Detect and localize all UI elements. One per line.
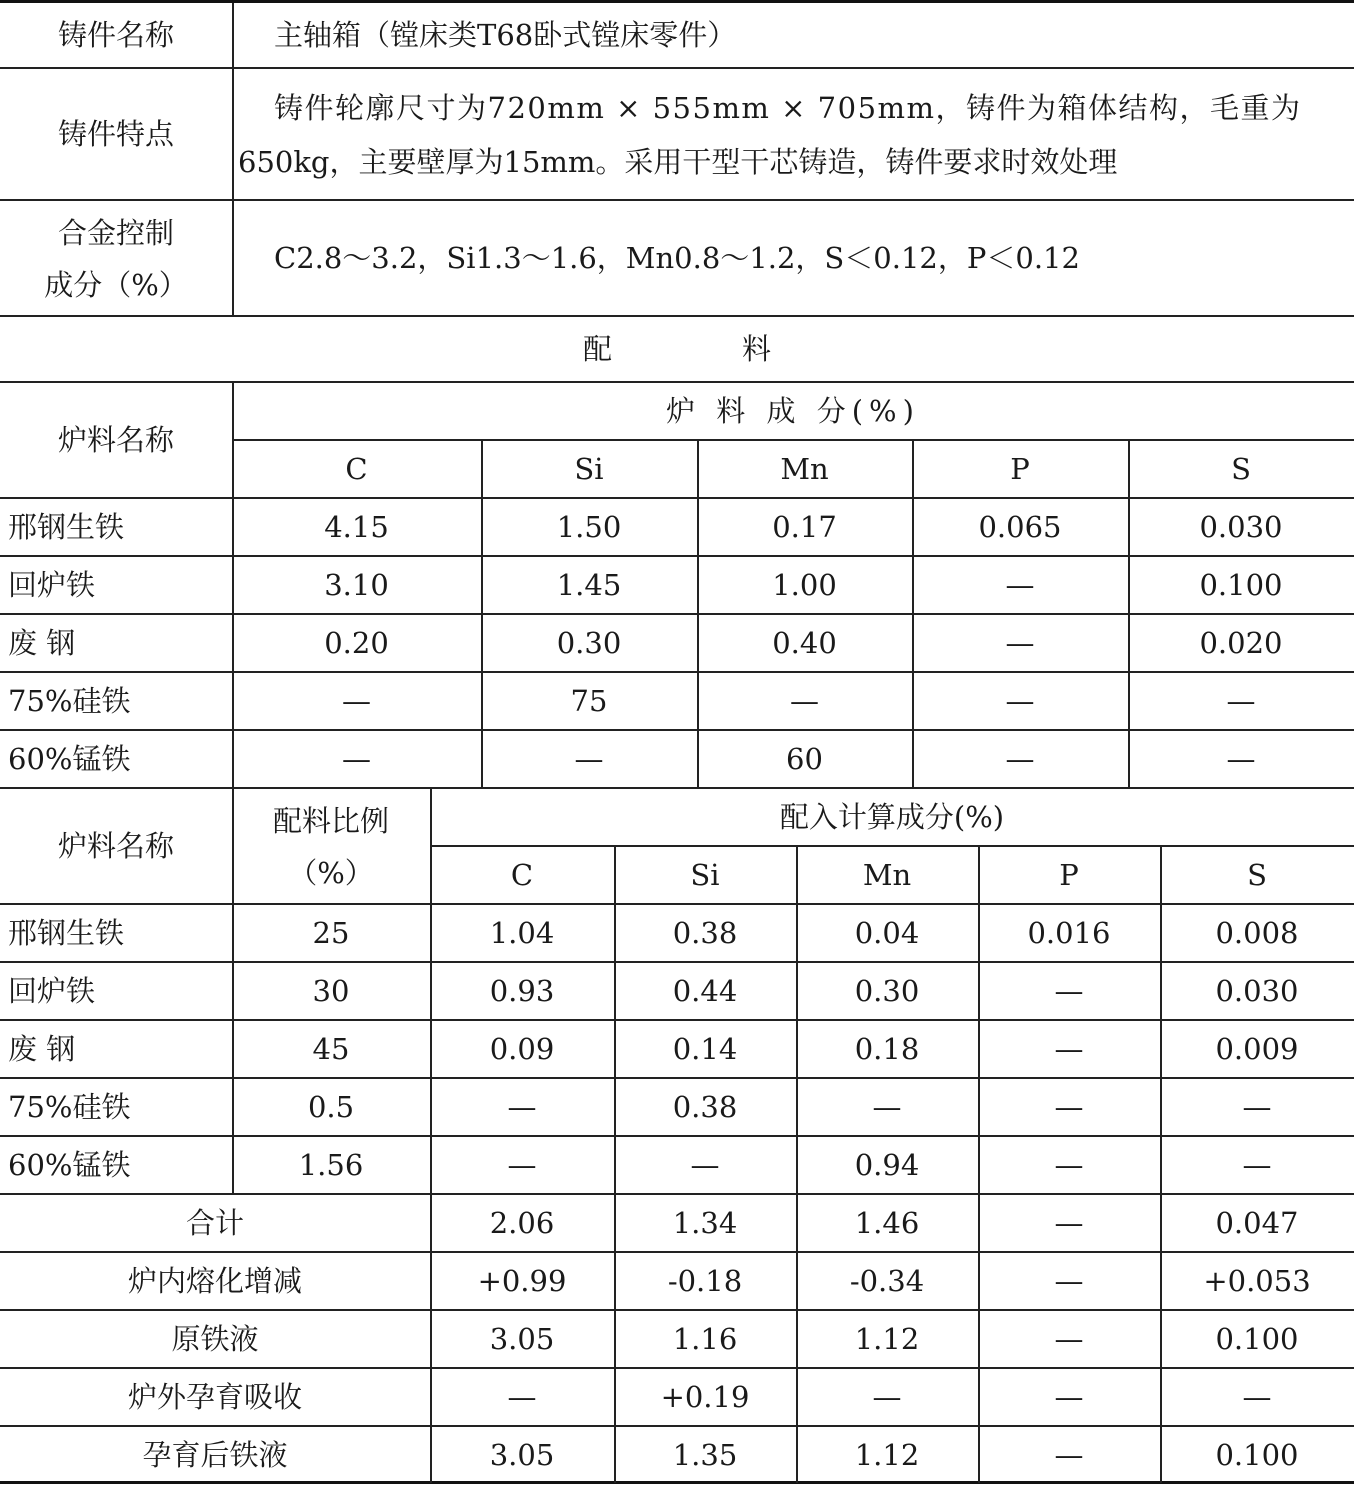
- calc-summary-cell: -0.34: [849, 1263, 925, 1298]
- calc-cell: 0.009: [1215, 1031, 1299, 1066]
- calc-cell: 0.04: [854, 915, 920, 950]
- calc-summary-cell: 0.047: [1215, 1205, 1299, 1240]
- charge-cell: —: [574, 741, 604, 776]
- h-rule: [0, 381, 1354, 383]
- h-rule: [0, 555, 1354, 557]
- calc-cell: —: [507, 1147, 537, 1182]
- h-rule: [0, 199, 1354, 201]
- h-rule: [232, 439, 1354, 441]
- charge-cell: 0.20: [324, 625, 389, 660]
- h-rule: [0, 961, 1354, 963]
- h-rule: [0, 903, 1354, 905]
- calc-summary-cell: 3.05: [489, 1437, 555, 1472]
- calc-col-header-c: C: [510, 857, 534, 892]
- calc-summary-cell: 1.35: [672, 1437, 738, 1472]
- calc-summary-cell: 0.100: [1215, 1321, 1299, 1356]
- calc-cell: 0.38: [672, 1089, 738, 1124]
- calc-cell: —: [1054, 1031, 1084, 1066]
- calc-summary-cell: 1.46: [854, 1205, 920, 1240]
- calc-ratio-header-line2: （%）: [288, 855, 374, 890]
- calc-cell: 0.016: [1027, 915, 1111, 950]
- info-divider: [232, 3, 234, 315]
- h-rule: [0, 671, 1354, 673]
- charge-cell: —: [342, 741, 371, 776]
- h-rule: [0, 1077, 1354, 1079]
- calc-row-ratio: 1.56: [298, 1147, 364, 1182]
- h-rule: [0, 497, 1354, 499]
- calc-row-ratio: 0.5: [307, 1089, 355, 1124]
- calc-row-ratio: 30: [312, 973, 350, 1008]
- calc-col-header-p: P: [1059, 857, 1079, 892]
- bottom-rule: [0, 1481, 1354, 1484]
- charge-col-header-p: P: [1010, 451, 1030, 486]
- calc-summary-label: 合计: [185, 1205, 244, 1240]
- h-rule: [0, 1135, 1354, 1137]
- charge-cell: —: [1226, 741, 1256, 776]
- calc-summary-cell: 3.05: [489, 1321, 555, 1356]
- casting-name-label: 铸件名称: [57, 17, 174, 52]
- calc-name-divider: [232, 787, 234, 1193]
- calc-col-divider: [978, 845, 980, 1483]
- alloy-label-line2: 成分（%）: [44, 267, 188, 302]
- calc-col-header-si: Si: [690, 857, 720, 892]
- calc-summary-label: 炉内熔化增减: [127, 1263, 302, 1298]
- calc-summary-cell: —: [1054, 1321, 1084, 1356]
- calc-name-header: 炉料名称: [57, 828, 174, 863]
- charge-group-header: 炉 料 成 分(%): [666, 393, 920, 428]
- casting-name-value: 主轴箱（镗床类T68卧式镗床零件）: [274, 17, 737, 52]
- charge-cell: 1.45: [556, 567, 622, 602]
- h-rule: [0, 1425, 1354, 1427]
- calc-row-ratio: 45: [312, 1031, 350, 1066]
- charge-col-divider: [697, 439, 699, 787]
- h-rule: [0, 1019, 1354, 1021]
- calc-row-name: 废 钢: [8, 1031, 76, 1066]
- calc-col-header-mn: Mn: [862, 857, 912, 892]
- h-rule: [0, 1193, 1354, 1195]
- charge-cell: —: [1005, 625, 1035, 660]
- charge-row-name: 75%硅铁: [8, 683, 131, 718]
- calc-summary-cell: —: [1054, 1263, 1084, 1298]
- calc-summary-cell: —: [872, 1379, 902, 1414]
- calc-cell: —: [1054, 1147, 1084, 1182]
- h-rule: [0, 613, 1354, 615]
- calc-summary-cell: +0.19: [660, 1379, 750, 1414]
- calc-summary-cell: 1.34: [672, 1205, 738, 1240]
- charge-cell: —: [1005, 741, 1035, 776]
- calc-summary-cell: —: [507, 1379, 537, 1414]
- calc-summary-cell: 0.100: [1215, 1437, 1299, 1472]
- charge-col-header-mn: Mn: [780, 451, 829, 486]
- calc-cell: 0.008: [1215, 915, 1299, 950]
- charge-col-header-si: Si: [574, 451, 604, 486]
- calc-row-name: 60%锰铁: [8, 1147, 131, 1182]
- calc-summary-cell: +0.99: [477, 1263, 567, 1298]
- calc-summary-cell: +0.053: [1203, 1263, 1311, 1298]
- charge-cell: —: [1005, 683, 1035, 718]
- charge-cell: 3.10: [324, 567, 389, 602]
- charge-cell: 0.40: [772, 625, 837, 660]
- calc-col-divider: [796, 845, 798, 1483]
- calc-cell: 1.04: [489, 915, 555, 950]
- calc-cell: 0.44: [672, 973, 738, 1008]
- h-rule: [0, 787, 1354, 789]
- charge-cell: —: [1226, 683, 1256, 718]
- calc-summary-cell: —: [1242, 1379, 1272, 1414]
- alloy-label-line1: 合金控制: [57, 215, 174, 250]
- calc-cell: —: [1054, 973, 1084, 1008]
- calc-row-ratio: 25: [312, 915, 350, 950]
- h-rule: [0, 315, 1354, 317]
- calc-cell: —: [1054, 1089, 1084, 1124]
- calc-summary-cell: 1.12: [854, 1321, 920, 1356]
- calc-cell: 0.14: [672, 1031, 738, 1066]
- charge-cell: 0.30: [556, 625, 622, 660]
- calc-col-header-s: S: [1247, 857, 1267, 892]
- calc-ratio-header-line1: 配料比例: [272, 803, 389, 838]
- calc-cell: —: [872, 1089, 902, 1124]
- section-title: 配料: [582, 331, 901, 366]
- calc-cell: 0.93: [489, 973, 555, 1008]
- calc-row-name: 邢钢生铁: [8, 915, 125, 950]
- calc-ratio-divider: [430, 787, 432, 1483]
- casting-features-line2: 650kg，主要壁厚为15mm。采用干型干芯铸造，铸件要求时效处理: [238, 144, 1118, 179]
- h-rule: [0, 1251, 1354, 1253]
- calc-summary-cell: —: [1054, 1437, 1084, 1472]
- h-rule: [430, 845, 1354, 847]
- h-rule: [0, 1309, 1354, 1311]
- charge-cell: 4.15: [324, 509, 389, 544]
- charge-row-name: 废 钢: [8, 625, 76, 660]
- calc-row-name: 回炉铁: [8, 973, 96, 1008]
- calc-cell: 0.38: [672, 915, 738, 950]
- calc-summary-label: 炉外孕育吸收: [127, 1379, 302, 1414]
- h-rule: [0, 67, 1354, 69]
- charge-col-header-c: C: [345, 451, 368, 486]
- charge-cell: 0.17: [772, 509, 837, 544]
- charge-name-divider: [232, 381, 234, 787]
- charge-cell: 75: [570, 683, 608, 718]
- charge-row-name: 邢钢生铁: [8, 509, 125, 544]
- calc-group-header: 配入计算成分(%): [779, 799, 1005, 834]
- calc-summary-label: 孕育后铁液: [142, 1437, 288, 1472]
- charge-col-divider: [481, 439, 483, 787]
- charge-row-name: 60%锰铁: [8, 741, 131, 776]
- calc-cell: —: [507, 1089, 537, 1124]
- charge-cell: 0.100: [1199, 567, 1283, 602]
- charge-cell: —: [790, 683, 819, 718]
- charge-row-name: 回炉铁: [8, 567, 96, 602]
- charge-cell: 0.030: [1199, 509, 1283, 544]
- h-rule: [0, 1367, 1354, 1369]
- h-rule: [0, 729, 1354, 731]
- calc-summary-cell: 1.12: [854, 1437, 920, 1472]
- casting-features-label: 铸件特点: [57, 116, 174, 151]
- alloy-composition-value: C2.8～3.2，Si1.3～1.6，Mn0.8～1.2，S＜0.12，P＜0.12: [274, 240, 1080, 275]
- calc-summary-cell: 2.06: [489, 1205, 555, 1240]
- calc-cell: 0.030: [1215, 973, 1299, 1008]
- calc-cell: 0.94: [854, 1147, 920, 1182]
- charge-cell: 0.065: [978, 509, 1062, 544]
- calc-cell: 0.30: [854, 973, 920, 1008]
- calc-summary-cell: -0.18: [667, 1263, 743, 1298]
- calc-cell: —: [1242, 1089, 1272, 1124]
- charge-cell: 1.50: [556, 509, 622, 544]
- charge-cell: —: [342, 683, 371, 718]
- calc-cell: —: [1242, 1147, 1272, 1182]
- calc-summary-label: 原铁液: [171, 1321, 259, 1356]
- calc-cell: —: [690, 1147, 720, 1182]
- charge-name-header: 炉料名称: [57, 422, 174, 457]
- calc-cell: 0.09: [489, 1031, 555, 1066]
- calc-col-divider: [614, 845, 616, 1483]
- charge-cell: 60: [786, 741, 823, 776]
- charge-cell: —: [1005, 567, 1035, 602]
- charge-col-divider: [1128, 439, 1130, 787]
- charge-cell: 1.00: [772, 567, 837, 602]
- calc-summary-cell: —: [1054, 1205, 1084, 1240]
- calc-row-name: 75%硅铁: [8, 1089, 131, 1124]
- casting-features-line1: 铸件轮廓尺寸为720mm × 555mm × 705mm，铸件为箱体结构，毛重为: [274, 90, 1302, 125]
- calc-summary-cell: 1.16: [672, 1321, 738, 1356]
- charge-col-header-s: S: [1231, 451, 1251, 486]
- calc-col-divider: [1160, 845, 1162, 1483]
- charge-cell: 0.020: [1199, 625, 1283, 660]
- charge-col-divider: [912, 439, 914, 787]
- calc-summary-cell: —: [1054, 1379, 1084, 1414]
- calc-cell: 0.18: [854, 1031, 920, 1066]
